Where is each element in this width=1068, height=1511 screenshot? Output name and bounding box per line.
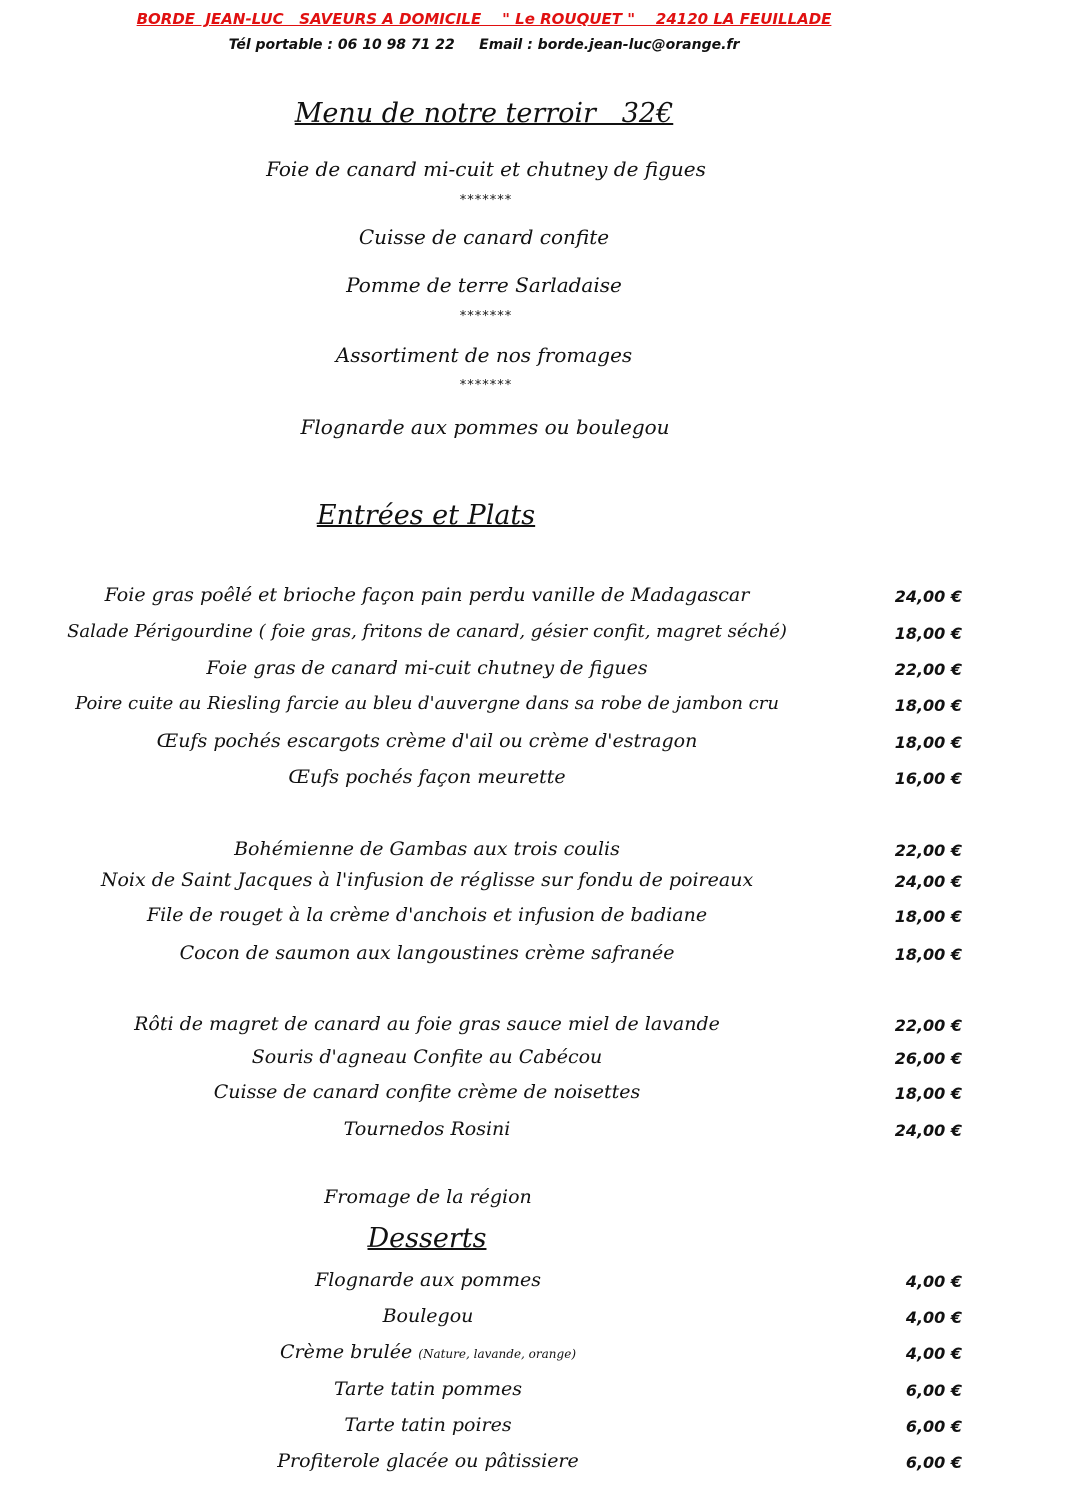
dish-price: 22,00 € [894,1016,962,1035]
dessert-price: 6,00 € [905,1417,962,1436]
terroir-item: Assortiment de nos fromages [335,343,633,367]
dessert-name: Tarte tatin poires [344,1414,512,1436]
caterer-header: BORDE JEAN-LUC SAVEURS A DOMICILE " Le ROUQUET " 24120 LA FEUILLADE [136,10,832,28]
dish-price: 18,00 € [894,945,962,964]
desserts-title: Desserts [367,1223,487,1254]
dish-name: Œufs pochés façon meurette [288,766,566,788]
dessert-price: 4,00 € [905,1272,962,1291]
dish-price: 22,00 € [894,841,962,860]
separator: ******* [459,309,513,324]
dessert-name: Boulegou [382,1305,474,1327]
dish-price: 24,00 € [894,587,962,606]
dish-name: File de rouget à la crème d'anchois et infusion de badiane [146,904,708,926]
dish-name: Cuisse de canard confite crème de noisettes [213,1081,641,1103]
dish-name: Cocon de saumon aux langoustines crème safranée [179,942,675,964]
terroir-item: Foie de canard mi-cuit et chutney de figues [266,157,706,181]
terroir-item: Flognarde aux pommes ou boulegou [300,415,670,439]
dish-name: Bohémienne de Gambas aux trois coulis [234,838,620,860]
dish-price: 24,00 € [894,872,962,891]
dish-price: 24,00 € [894,1121,962,1140]
dish-name: Souris d'agneau Confite au Cabécou [251,1046,603,1068]
dish-name: Œufs pochés escargots crème d'ail ou crème d'estragon [156,730,698,752]
dish-name: Foie gras poêlé et brioche façon pain perdu vanille de Madagascar [104,584,750,606]
dessert-price: 6,00 € [905,1453,962,1472]
dessert-name: Profiterole glacée ou pâtissiere [277,1450,579,1472]
dish-name: Salade Périgourdine ( foie gras, fritons de canard, gésier confit, magret séché) [67,621,787,642]
dish-name: Foie gras de canard mi-cuit chutney de figues [206,657,648,679]
dish-price: 16,00 € [894,769,962,788]
dessert-price: 4,00 € [905,1308,962,1327]
contact-line: Tél portable : 06 10 98 71 22 Email : borde.jean-luc@orange.fr [228,37,740,53]
dessert-note: (Nature, lavande, orange) [418,1347,576,1361]
dish-price: 18,00 € [894,1084,962,1103]
separator: ******* [459,378,513,393]
dish-price: 18,00 € [894,624,962,643]
dish-price: 18,00 € [894,907,962,926]
terroir-title: Menu de notre terroir 32€ [294,98,674,129]
dessert-name: Tarte tatin pommes [333,1378,523,1400]
dish-name: Poire cuite au Riesling farcie au bleu d'auvergne dans sa robe de jambon cru [75,693,779,714]
separator: ******* [459,193,513,208]
dish-name: Rôti de magret de canard au foie gras sauce miel de lavande [134,1013,720,1035]
dessert-name: Flognarde aux pommes [315,1269,541,1291]
entrees-title: Entrées et Plats [316,500,536,531]
dessert-line [0,1341,856,1363]
dessert-price: 6,00 € [905,1381,962,1400]
dish-price: 22,00 € [894,660,962,679]
dish-name: Noix de Saint Jacques à l'infusion de réglisse sur fondu de poireaux [100,869,754,891]
dish-price: 18,00 € [894,696,962,715]
fromage-line: Fromage de la région [324,1186,532,1208]
terroir-item: Pomme de terre Sarladaise [346,273,622,297]
dessert-price: 4,00 € [905,1344,962,1363]
terroir-item: Cuisse de canard confite [358,225,610,249]
dish-price: 18,00 € [894,733,962,752]
dish-price: 26,00 € [894,1049,962,1068]
dish-name: Tournedos Rosini [343,1118,511,1140]
dessert-name: Crème brulée [280,1341,413,1363]
